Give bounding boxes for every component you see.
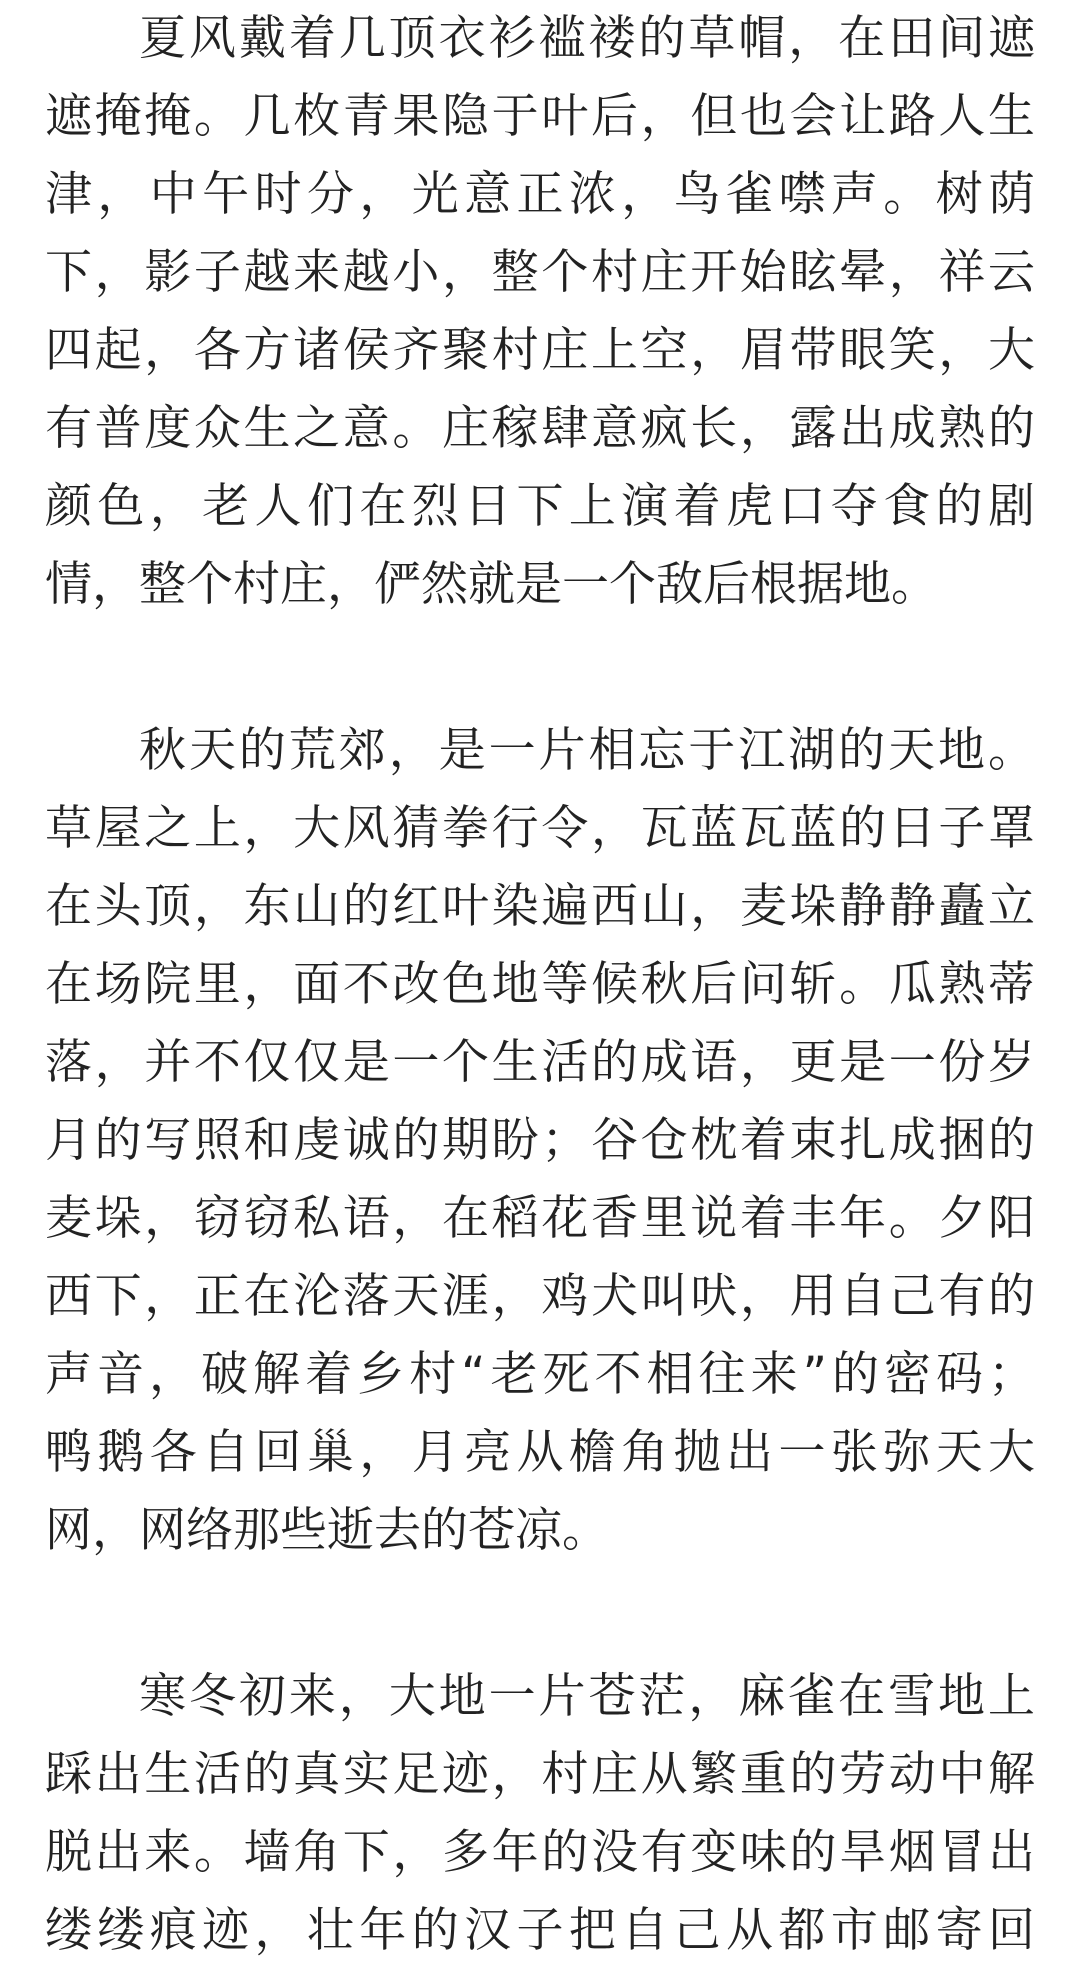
text-line: 踩出生活的真实足迹，村庄从繁重的劳动中解 [45,1747,1035,1802]
text-line: 有普度众生之意。庄稼肆意疯长，露出成熟的 [45,401,1035,456]
text-line: 遮掩掩。几枚青果隐于叶后，但也会让路人生 [45,89,1035,144]
text-line: 四起，各方诸侯齐聚村庄上空，眉带眼笑，大 [45,323,1035,378]
text-line: 寒冬初来，大地一片苍茫，麻雀在雪地上 [139,1669,1035,1724]
article-body [45,0,1045,1970]
paragraph-spacer [45,1570,1045,1658]
text-line: 落，并不仅仅是一个生活的成语，更是一份岁 [45,1035,1035,1090]
text-line: 颜色，老人们在烈日下上演着虎口夺食的剧 [45,479,1035,534]
text-line: 声音，破解着乡村“老死不相往来”的密码； [45,1347,1035,1402]
text-line: 在场院里，面不改色地等候秋后问斩。瓜熟蒂 [45,957,1035,1012]
paragraph-winter [45,1658,1045,1970]
text-line: 草屋之上，大风猜拳行令，瓦蓝瓦蓝的日子罩 [45,801,1035,856]
text-line: 下，影子越来越小，整个村庄开始眩晕，祥云 [45,245,1035,300]
text-line: 缕缕痕迹，壮年的汉子把自己从都市邮寄回 [45,1903,1035,1958]
text-line: 在头顶，东山的红叶染遍西山，麦垛静静矗立 [45,879,1035,934]
text-line: 月的写照和虔诚的期盼；谷仓枕着束扎成捆的 [45,1113,1035,1168]
text-line: 秋天的荒郊，是一片相忘于江湖的天地。 [139,723,1035,778]
text-line: 津，中午时分，光意正浓，鸟雀噤声。树荫 [45,167,1035,222]
text-line: 麦垛，窃窃私语，在稻花香里说着丰年。夕阳 [45,1191,1035,1246]
text-line: 网，网络那些逝去的苍凉。 [45,1503,609,1558]
paragraph-autumn [45,712,1045,1570]
text-line: 鸭鹅各自回巢，月亮从檐角抛出一张弥天大 [45,1425,1035,1480]
text-line: 情，整个村庄，俨然就是一个敌后根据地。 [45,557,938,612]
text-line: 夏风戴着几顶衣衫褴褛的草帽，在田间遮 [139,11,1035,66]
paragraph-spacer [45,624,1045,712]
text-line: 脱出来。墙角下，多年的没有变味的旱烟冒出 [45,1825,1035,1880]
text-line: 西下，正在沦落天涯，鸡犬叫吠，用自己有的 [45,1269,1035,1324]
paragraph-summer [45,0,1045,624]
